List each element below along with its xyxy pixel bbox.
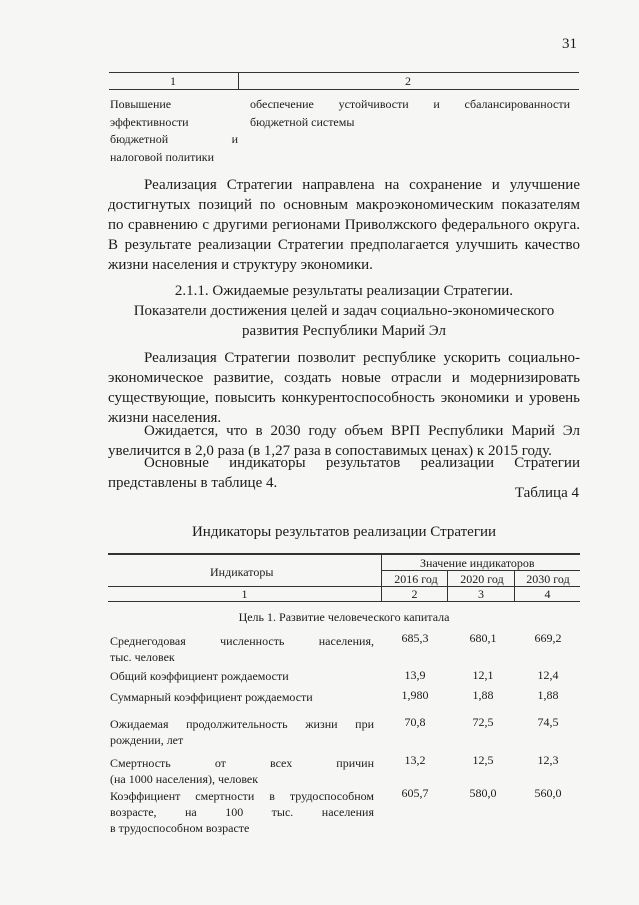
row-label-line: Суммарный коэффициент рождаемости: [110, 690, 313, 704]
table-label: Таблица 4: [514, 485, 579, 501]
value-2030: 1,88: [537, 688, 559, 702]
value-2020: 1,88: [472, 688, 494, 702]
text-line: В результате реализации Стратегии предполагается улучшить качество: [108, 237, 580, 253]
paragraph-strategy-effects: [108, 348, 580, 428]
text-line: Ожидается, что в 2030 году объем ВРП Республики Марий Эл: [144, 423, 580, 439]
row-label-line: Коэффициент смертности в трудоспособном: [110, 789, 374, 803]
value-2020: 12,1: [472, 668, 494, 682]
table-row-working-age-mortality: [110, 788, 374, 836]
row-label-line: возрасте, на 100 тыс. населения: [110, 805, 374, 819]
table-row-life-expectancy: [110, 716, 374, 748]
value-2016: 605,7: [401, 786, 429, 800]
heading-line: Показатели достижения целей и задач социально-экономического: [133, 303, 555, 319]
text-line: налоговой политики: [110, 149, 215, 164]
value-2030: 560,0: [534, 786, 562, 800]
row-label-line: рождении, лет: [110, 733, 184, 747]
table-row-mortality: [110, 755, 374, 787]
colnum-3: 3: [478, 587, 484, 601]
row-label-line: Среднегодовая численность населения,: [110, 634, 374, 648]
row-label-line: тыс. человек: [110, 650, 175, 664]
top-table-border-top: [109, 72, 579, 73]
value-2016: 685,3: [401, 631, 429, 645]
text-line: увеличится в 2,0 раза (в 1,27 раза в сопоставимых ценах) к 2015 году.: [108, 443, 552, 459]
table-row-birth-rate: [110, 668, 374, 684]
section-heading: [108, 281, 580, 341]
value-2016: 13,9: [404, 668, 426, 682]
top-table-col1-header: 1: [170, 74, 176, 88]
heading-line: 2.1.1. Ожидаемые результаты реализации Стратегии.: [174, 283, 514, 299]
text-line: Реализация Стратегии позволит республике ускорить социально-: [144, 350, 580, 366]
text-line: Основные индикаторы результатов реализации Стратегии: [144, 455, 580, 471]
value-2020: 580,0: [469, 786, 497, 800]
text-line: эффективности: [110, 114, 189, 129]
top-table-row1-col2: [250, 96, 570, 131]
value-2016: 1,980: [401, 688, 429, 702]
colnum-4: 4: [544, 587, 551, 601]
text-line: представлены в таблице 4.: [108, 475, 278, 491]
header-indicators: Индикаторы: [210, 565, 274, 579]
header-values: Значение индикаторов: [420, 556, 535, 570]
text-line: жизни населения и структуру экономики.: [108, 257, 373, 273]
row-label-line: Общий коэффициент рождаемости: [110, 669, 289, 683]
colnum-2: 2: [411, 587, 418, 601]
text-line: обеспечение устойчивости и сбалансированности: [250, 97, 570, 111]
page-number: 31: [562, 36, 577, 52]
paragraph-strategy-direction: [108, 175, 580, 275]
text-line: Реализация Стратегии направлена на сохранение и улучшение: [144, 177, 580, 193]
top-table-row1-col1: [110, 96, 238, 166]
text-line: Повышение: [110, 97, 172, 111]
paragraph-indicators-intro: [108, 453, 580, 493]
table-title: Индикаторы результатов реализации Стратегии: [191, 524, 497, 540]
value-2020: 72,5: [472, 715, 494, 729]
value-2016: 70,8: [404, 715, 426, 729]
row-label-line: Ожидаемая продолжительность жизни при: [110, 717, 374, 731]
row-label-line: Смертность от всех причин: [110, 756, 374, 770]
header-year-2020: 2020 год: [460, 572, 504, 586]
header-year-2016: 2016 год: [394, 572, 438, 586]
top-table-col2-header: 2: [405, 74, 411, 88]
text-line: жизни населения.: [108, 410, 222, 426]
text-line: бюджетной системы: [250, 114, 355, 129]
heading-line: развития Республики Марий Эл: [242, 323, 446, 339]
value-2020: 680,1: [469, 631, 497, 645]
goal-row: Цель 1. Развитие человеческого капитала: [238, 610, 450, 624]
colnum-1: 1: [241, 587, 248, 601]
text-line: экономическое развитие, создать новые отрасли и модернизировать: [108, 370, 580, 386]
text-line: существующие, повысить конкурентоспособность экономики и уровень: [108, 390, 580, 406]
table-row-total-fertility: [110, 689, 374, 705]
top-table-header-divider: [109, 89, 579, 90]
value-2030: 669,2: [534, 631, 562, 645]
value-2030: 12,4: [537, 668, 559, 682]
text-line: достигнутых позиций по основным макроэкономическим показателям: [108, 197, 580, 213]
table-row-population: [110, 633, 374, 665]
value-2016: 13,2: [404, 753, 426, 767]
table-border-top: [108, 553, 580, 555]
row-label-line: (на 1000 населения), человек: [110, 772, 259, 786]
value-2030: 12,3: [537, 753, 559, 767]
row-label-line: в трудоспособном возрасте: [110, 821, 250, 835]
text-line: бюджетной и: [110, 132, 238, 146]
text-line: по сравнению с другими регионами Приволжского федерального округа.: [108, 217, 580, 233]
top-table-column-divider: [238, 72, 239, 89]
value-2030: 74,5: [537, 715, 559, 729]
value-2020: 12,5: [472, 753, 494, 767]
header-year-2030: 2030 год: [526, 572, 570, 586]
